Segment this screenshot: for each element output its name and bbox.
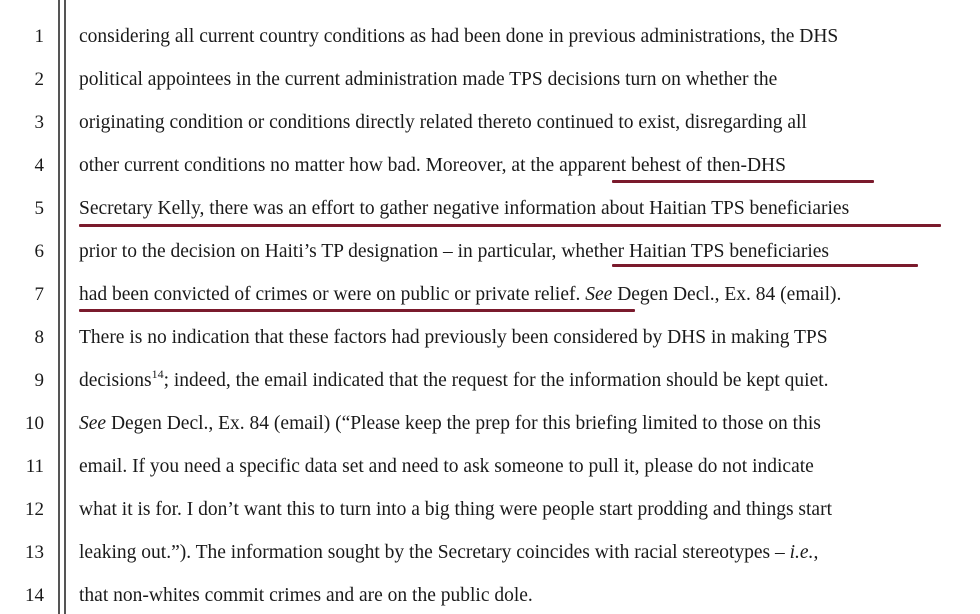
text-plain: ; indeed, the email indicated that the request for the information should be kept quiet. — [163, 370, 829, 391]
text-line-5: Secretary Kelly, there was an effort to gather negative information about Haitian TPS beneficiaries — [79, 198, 850, 219]
text-line-2: political appointees in the current administration made TPS decisions turn on whether the — [79, 69, 778, 90]
text-plain: decisions — [79, 370, 152, 391]
text-line-7 — [79, 283, 841, 307]
footnote-marker[interactable]: 14 — [151, 367, 164, 381]
text-line-1: considering all current country conditions as had been done in previous administrations, the DHS — [79, 26, 839, 47]
line-number: 4 — [34, 155, 44, 176]
text-line-9 — [79, 369, 829, 393]
text-plain: , — [813, 542, 819, 563]
text-line-4 — [79, 154, 786, 178]
text-plain: prior to the decision on Haiti’s TP designation – in particular, — [79, 241, 562, 262]
line-number: 2 — [34, 69, 44, 90]
citation-text: Degen Decl., Ex. 84 (email). — [612, 284, 842, 305]
margin-rule-outer — [58, 0, 60, 614]
line-number: 14 — [25, 585, 44, 606]
text-highlighted: apparent behest of then-DHS — [559, 155, 786, 176]
line-number: 1 — [34, 26, 44, 47]
line-number: 8 — [34, 327, 44, 348]
line-number: 12 — [25, 499, 44, 520]
line-number: 7 — [34, 284, 44, 305]
text-highlighted: had been convicted of crimes or were on public or private relief. — [79, 284, 581, 305]
text-plain: other current conditions no matter how bad. Moreover, at the — [79, 155, 560, 176]
margin-rule-inner — [64, 0, 66, 614]
line-number: 9 — [34, 370, 44, 391]
highlight-underline — [79, 224, 941, 227]
citation-signal: See — [585, 284, 613, 305]
text-line-11: email. If you need a specific data set and need to ask someone to pull it, please do not indicate — [79, 456, 814, 477]
text-line-13 — [79, 541, 818, 565]
highlight-underline — [612, 264, 918, 267]
highlight-underline — [79, 309, 635, 312]
text-line-14: that non-whites commit crimes and are on the public dole. — [79, 585, 533, 606]
line-number: 13 — [25, 542, 44, 563]
text-line-6 — [79, 240, 829, 264]
text-line-12: what it is for. I don’t want this to turn into a big thing were people start prodding and things start — [79, 499, 832, 520]
text-line-3: originating condition or conditions directly related thereto continued to exist, disregarding all — [79, 112, 807, 133]
line-number: 11 — [25, 456, 44, 477]
text-line-8: There is no indication that these factors had previously been considered by DHS in making TPS — [79, 327, 828, 348]
line-number: 6 — [34, 241, 44, 262]
citation-signal: See — [79, 413, 107, 434]
highlight-underline — [612, 180, 874, 183]
text-plain: leaking out.”). The information sought by the Secretary coincides with racial stereotypes – — [79, 542, 790, 563]
text-highlighted: whether Haitian TPS beneficiaries — [561, 241, 829, 262]
text-italic: i.e. — [789, 542, 814, 563]
citation-text: Degen Decl., Ex. 84 (email) (“Please keep the prep for this briefing limited to those on this — [106, 413, 821, 434]
line-number: 5 — [34, 198, 44, 219]
line-number: 10 — [25, 413, 44, 434]
text-line-10 — [79, 412, 821, 436]
line-number: 3 — [34, 112, 44, 133]
